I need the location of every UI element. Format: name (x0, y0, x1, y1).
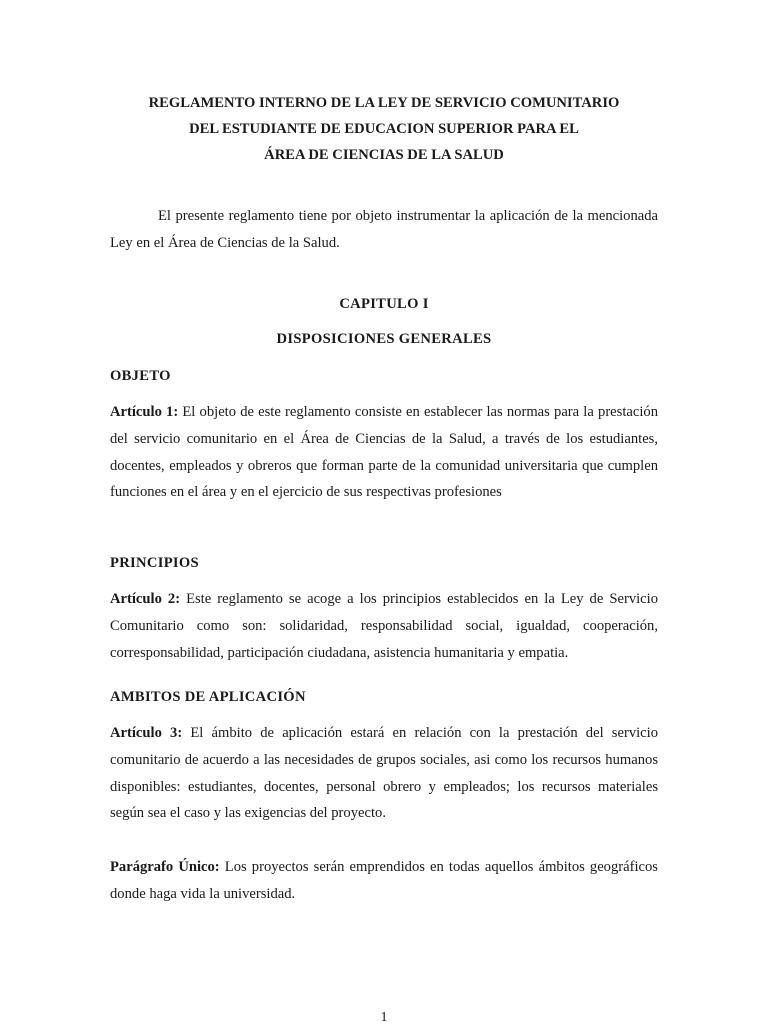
title-line-1: REGLAMENTO INTERNO DE LA LEY DE SERVICIO COMUNITARIO (148, 95, 620, 111)
intro-paragraph: El presente reglamento tiene por objeto instrumentar la aplicación de la mencionada Ley en el Área de Ciencias de la Salud. (110, 208, 658, 251)
title-line-3: ÁREA DE CIENCIAS DE LA SALUD (264, 147, 504, 163)
article-1-text: El objeto de este reglamento consiste en establecer las normas para la prestación del servicio comunitario en el Área de Ciencias de la Salud, a través de los estudiantes, docentes, empleados y obreros que forman parte de la comunidad universitaria que cumplen funciones en el área y en el ejercicio de sus respectivas profesiones (110, 404, 658, 501)
article-3-label: Artículo 3: (110, 725, 183, 741)
chapter-heading: CAPITULO I (339, 296, 429, 312)
article-3 (110, 720, 658, 827)
article-2-label: Artículo 2: (110, 591, 181, 607)
page-number: 1 (380, 1010, 388, 1025)
document-title (110, 90, 658, 168)
article-1 (110, 399, 658, 506)
article-2 (110, 586, 658, 666)
section-heading-ambitos: AMBITOS DE APLICACIÓN (110, 689, 306, 705)
title-line-2: DEL ESTUDIANTE DE EDUCACION SUPERIOR PARA EL (189, 121, 579, 137)
section-heading-principios: PRINCIPIOS (110, 555, 199, 571)
article-2-text: Este reglamento se acoge a los principios establecidos en la Ley de Servicio Comunitario como son: solidaridad, responsabilidad social, igualdad, cooperación, corresponsabilidad, participación ciudadana, asistencia humanitaria y empatia. (110, 591, 658, 661)
section-heading-objeto: OBJETO (110, 368, 171, 384)
paragraph-unique-text: Los proyectos serán emprendidos en todas aquellos ámbitos geográficos donde haga vida la universidad. (110, 859, 658, 902)
chapter-title: DISPOSICIONES GENERALES (276, 331, 492, 347)
article-1-label: Artículo 1: (110, 404, 179, 420)
paragraph-unique-label: Parágrafo Único: (110, 859, 220, 875)
article-3-text: El ámbito de aplicación estará en relación con la prestación del servicio comunitario de acuerdo a las necesidades de grupos sociales, asi como los recursos humanos disponibles: estudiantes, docentes, personal obrero y empleados; los recursos materiales según sea el caso y las exigencias del proyecto. (110, 725, 658, 822)
paragraph-unique (110, 854, 658, 908)
